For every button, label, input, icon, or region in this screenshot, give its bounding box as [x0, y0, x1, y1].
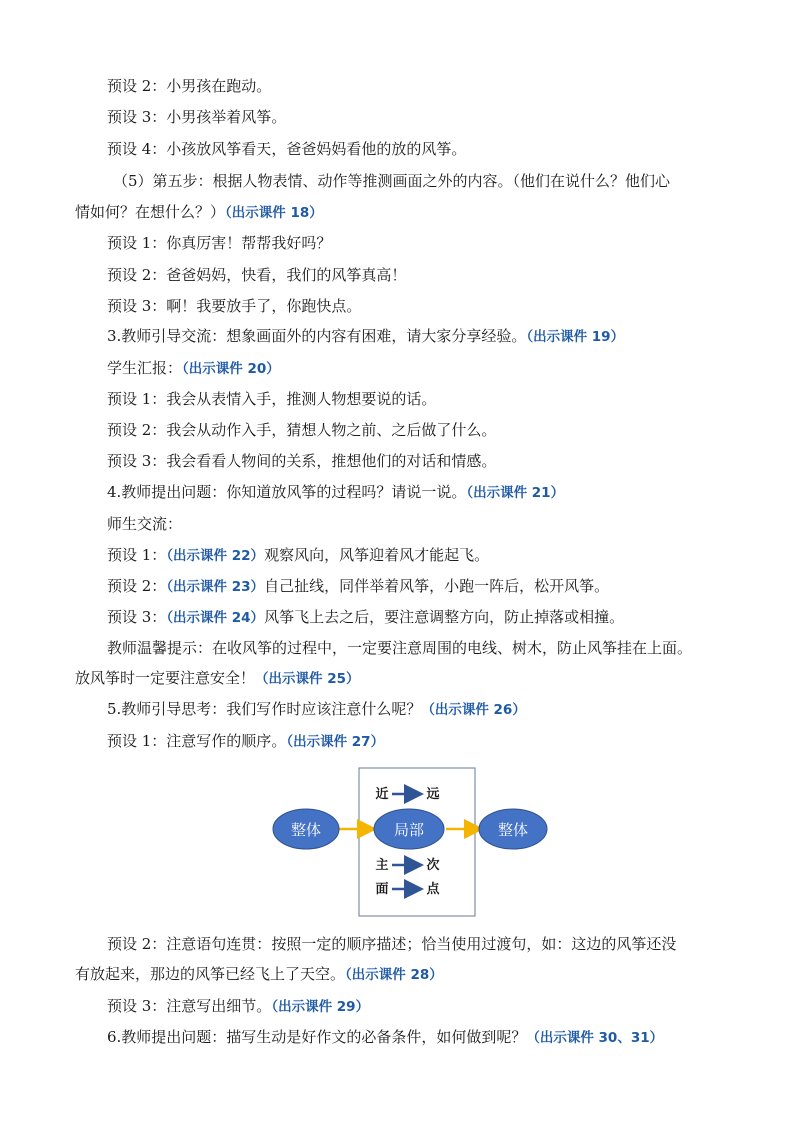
text-line: 情如何？在想什么？）（出示课件 18） — [75, 203, 323, 221]
text-line: 6.教师提出问题：描写生动是好作文的必备条件，如何做到呢？（出示课件 30、31） — [107, 1028, 664, 1046]
text-line: 师生交流： — [107, 515, 183, 533]
courseware-citation: （出示课件 21） — [466, 485, 565, 501]
text-line: 预设 3：注意写出细节。（出示课件 29） — [107, 997, 370, 1015]
text-line: 5.教师引导思考：我们写作时应该注意什么呢？（出示课件 26） — [107, 700, 526, 718]
courseware-citation: （出示课件 22） — [166, 548, 265, 564]
courseware-citation: （出示课件 29） — [271, 999, 370, 1015]
text-line: 教师温馨提示：在收风筝的过程中，一定要注意周围的电线、树木，防止风筝挂在上面。 — [107, 639, 693, 657]
text-line: 3.教师引导交流：想象画面外的内容有困难，请大家分享经验。（出示课件 19） — [107, 327, 625, 345]
text-line: 4.教师提出问题：你知道放风筝的过程吗？请说一说。（出示课件 21） — [107, 483, 565, 501]
text-line: 预设 3：（出示课件 24）风筝飞上去之后，要注意调整方向，防止掉落或相撞。 — [107, 608, 625, 626]
text-line: （5）第五步：根据人物表情、动作等推测画面之外的内容。（他们在说什么？他们心 — [113, 172, 671, 190]
courseware-citation: （出示课件 26） — [421, 702, 526, 718]
courseware-citation: （出示课件 30、31） — [526, 1030, 664, 1046]
text-line: 预设 1：（出示课件 22）观察风向，风筝迎着风才能起飞。 — [107, 546, 490, 564]
pair-point-label: 点 — [426, 881, 440, 896]
text-line: 预设 2：小男孩在跑动。 — [107, 77, 272, 95]
text-line: 预设 4：小孩放风筝看天，爸爸妈妈看他的放的风筝。 — [107, 140, 467, 158]
node-part-center-label: 局部 — [393, 822, 425, 839]
pair-near-label: 近 — [375, 786, 389, 801]
pair-main-label: 主 — [375, 857, 389, 872]
text-line: 学生汇报：（出示课件 20） — [107, 359, 280, 377]
writing-order-diagram — [270, 765, 560, 920]
courseware-citation: （出示课件 24） — [166, 610, 265, 626]
courseware-citation: （出示课件 18） — [225, 205, 323, 221]
text-line: 预设 3：小男孩举着风筝。 — [107, 108, 287, 126]
text-line: 有放起来，那边的风筝已经飞上了天空。（出示课件 28） — [75, 965, 443, 983]
courseware-citation: （出示课件 25） — [255, 671, 360, 687]
text-line: 预设 3：啊！我要放手了，你跑快点。 — [107, 297, 362, 315]
courseware-citation: （出示课件 23） — [166, 579, 265, 595]
courseware-citation: （出示课件 20） — [182, 361, 280, 377]
text-line: 预设 1：你真厉害！帮帮我好吗？ — [107, 234, 332, 252]
text-line: 预设 2：我会从动作入手，猜想人物之前、之后做了什么。 — [107, 421, 497, 439]
courseware-citation: （出示课件 28） — [345, 967, 443, 983]
text-line: 预设 1：注意写作的顺序。（出示课件 27） — [107, 732, 385, 750]
node-whole-right-label: 整体 — [497, 822, 529, 839]
pair-surface-label: 面 — [375, 881, 389, 896]
text-line: 预设 2：爸爸妈妈，快看，我们的风筝真高！ — [107, 266, 407, 284]
courseware-citation: （出示课件 19） — [526, 329, 625, 345]
node-whole-left-label: 整体 — [290, 822, 322, 839]
pair-far-label: 远 — [426, 786, 440, 801]
text-line: 预设 1：我会从表情入手，推测人物想要说的话。 — [107, 390, 437, 408]
text-line: 预设 2：（出示课件 23）自己扯线，同伴举着风筝，小跑一阵后，松开风筝。 — [107, 577, 610, 595]
text-line: 预设 2：注意语句连贯：按照一定的顺序描述；恰当使用过渡句，如：这边的风筝还没 — [107, 935, 677, 953]
courseware-citation: （出示课件 27） — [286, 734, 385, 750]
text-line: 预设 3：我会看看人物间的关系，推想他们的对话和情感。 — [107, 452, 497, 470]
text-line: 放风筝时一定要注意安全！（出示课件 25） — [75, 669, 360, 687]
pair-secondary-label: 次 — [426, 857, 440, 872]
